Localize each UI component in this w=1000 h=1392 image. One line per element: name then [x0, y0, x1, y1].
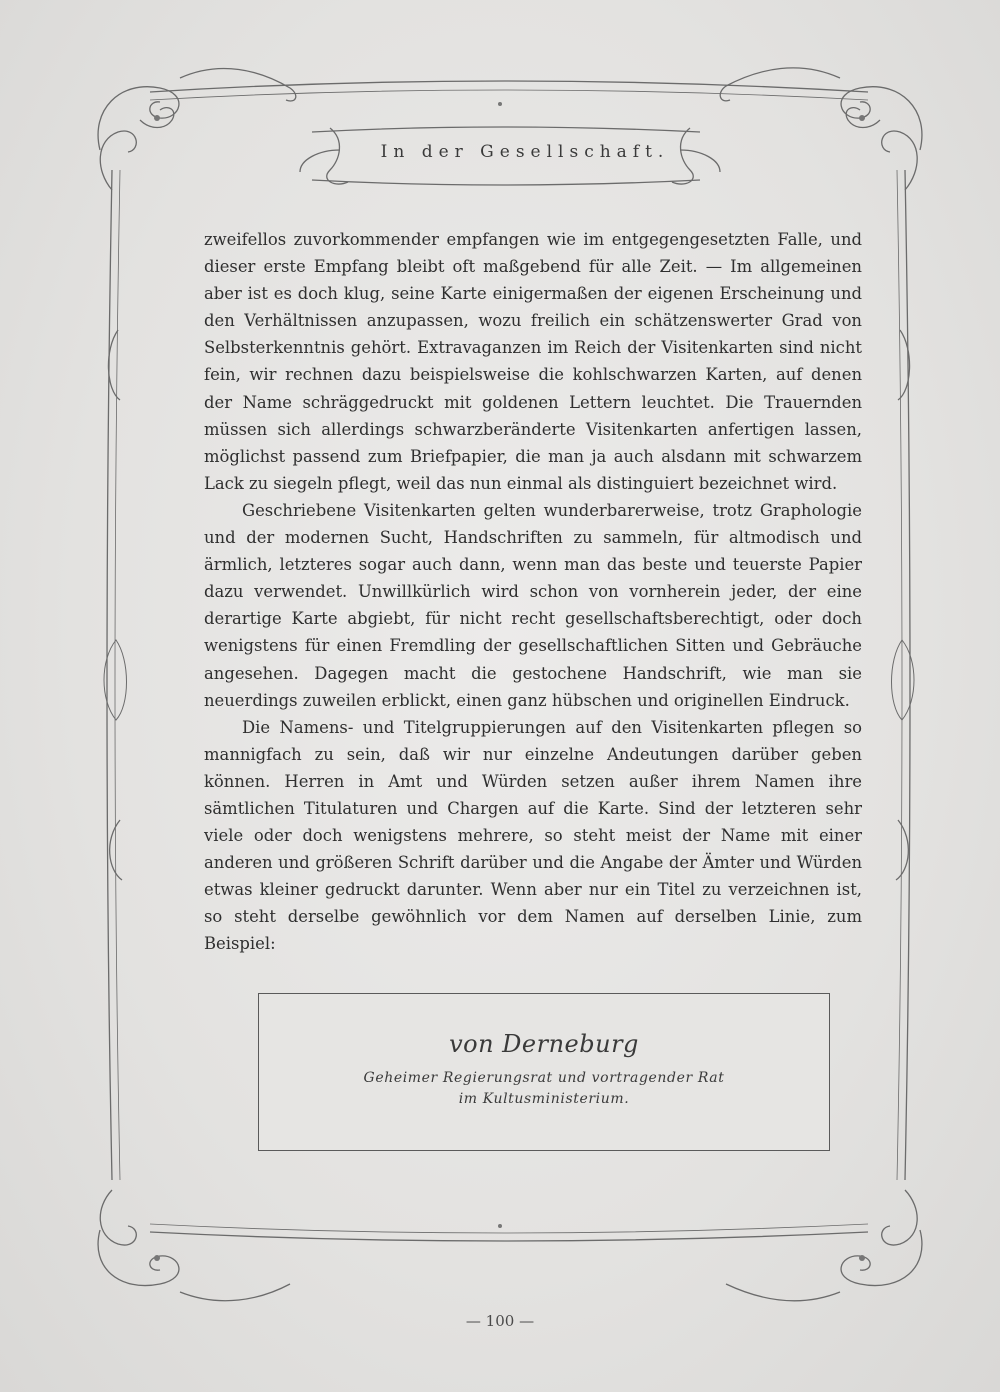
paragraph-2: Geschriebene Visitenkarten gelten wunderbarerweise, trotz Graphologie und der modernen Sucht, Handschriften zu sammeln, für altmodisch und ärmlich, letzteres sogar auch dann, wenn man das beste und teuerste Papier dazu verwendet. Unwillkürlich wird schon von vornherein jeder, der eine derartige Karte abgiebt, für nicht recht gesellschaftsberechtigt, oder doch wenigstens für einen Fremdling der gesellschaftlichen Sitten und Gebräuche angesehen. Dagegen macht die gestochene Handschrift, wie man sie neuerdings zuweilen erblickt, einen ganz hübschen und originellen Eindruck.	[204, 500, 862, 710]
paragraph-3: Die Namens- und Titelgruppierungen auf den Visitenkarten pflegen so mannigfach zu sein, daß wir nur einzelne Andeutungen darüber geben können. Herren in Amt und Würden setzen außer ihrem Namen ihre sämtlichen Titulaturen und Chargen auf die Karte. Sind der letzteren sehr viele oder doch wenigstens mehrere, so steht meist der Name mit einer anderen und größeren Schrift darüber und die Angabe der Ämter und Würden etwas kleiner gedruckt darunter. Wenn aber nur ein Titel zu verzeichnen ist, so steht derselbe gewöhnlich vor dem Namen auf derselben Linie, zum Beispiel:	[204, 717, 862, 954]
paragraph-1: zweifellos zuvorkommender empfangen wie im entgegengesetzten Falle, und dieser erste Empfang bleibt oft maßgebend für alle Zeit. — Im allgemeinen aber ist es doch klug, seine Karte einigermaßen der eigenen Erscheinung und den Verhältnissen anzupassen, wozu freilich ein schätzenswerter Grad von Selbsterkenntnis gehört. Extravaganzen im Reich der Visitenkarten sind nicht fein, wir rechnen dazu beispielsweise die kohlschwarzen Karten, auf denen der Name schräggedruckt mit goldenen Lettern leuchtet. Die Trauernden müssen sich allerdings schwarzberänderte Visitenkarten anfertigen lassen, möglichst passend zum Briefpapier, die man ja auch alsdann mit schwarzem Lack zu siegeln pflegt, weil das nun einmal als distinguiert bezeichnet wird.	[204, 230, 862, 493]
card-name: von Derneburg	[449, 1030, 639, 1058]
card-title-line-1: Geheimer Regierungsrat und vortragender Rat	[363, 1070, 725, 1086]
main-text	[204, 226, 862, 958]
running-header: In der Gesellschaft.	[380, 142, 670, 162]
page-number: — 100 —	[465, 1312, 535, 1330]
visiting-card-example	[258, 993, 830, 1151]
card-title-line-2: im Kultusministerium.	[458, 1091, 630, 1107]
